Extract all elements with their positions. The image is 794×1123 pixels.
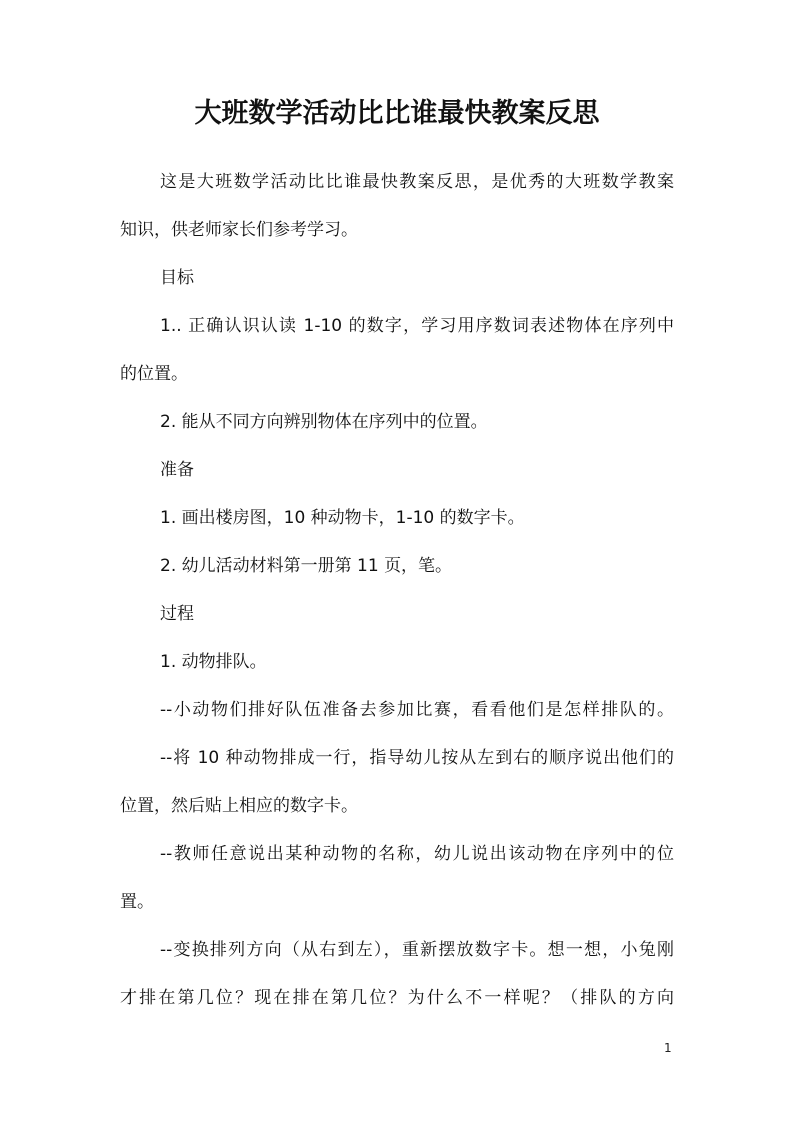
process-1: 1. 动物排队。: [160, 652, 267, 672]
document-title: 大班数学活动比比谁最快教案反思: [194, 98, 600, 129]
process-line-a: --小动物们排好队伍准备去参加比赛，看看他们是怎样排队的。: [160, 700, 674, 720]
process-line-d-1: --变换排列方向（从右到左），重新摆放数字卡。想一想，小兔刚: [160, 940, 674, 960]
process-line-b-2: 位置，然后贴上相应的数字卡。: [120, 796, 358, 816]
process-line-b-1: --将 10 种动物排成一行，指导幼儿按从左到右的顺序说出他们的: [160, 748, 674, 768]
goal-1-line-2: 的位置。: [120, 364, 188, 384]
process-line-d-2: 才排在第几位？现在排在第几位？为什么不一样呢？（排队的方向: [120, 988, 674, 1008]
goal-2: 2. 能从不同方向辨别物体在序列中的位置。: [160, 412, 488, 432]
prep-heading: 准备: [160, 460, 194, 480]
process-line-c-1: --教师任意说出某种动物的名称，幼儿说出该动物在序列中的位: [160, 844, 674, 864]
goal-1-line-1: 1.. 正确认识认读 1-10 的数字，学习用序数词表述物体在序列中: [160, 316, 674, 336]
process-line-c-2: 置。: [120, 892, 154, 912]
process-heading: 过程: [160, 604, 194, 624]
intro-line-2: 知识，供老师家长们参考学习。: [120, 220, 358, 240]
intro-line-1: 这是大班数学活动比比谁最快教案反思，是优秀的大班数学教案: [160, 172, 674, 192]
prep-2: 2. 幼儿活动材料第一册第 11 页，笔。: [160, 556, 453, 576]
goal-heading: 目标: [160, 268, 194, 288]
prep-1: 1. 画出楼房图，10 种动物卡，1-10 的数字卡。: [160, 508, 525, 528]
page-number: 1: [664, 1041, 672, 1055]
